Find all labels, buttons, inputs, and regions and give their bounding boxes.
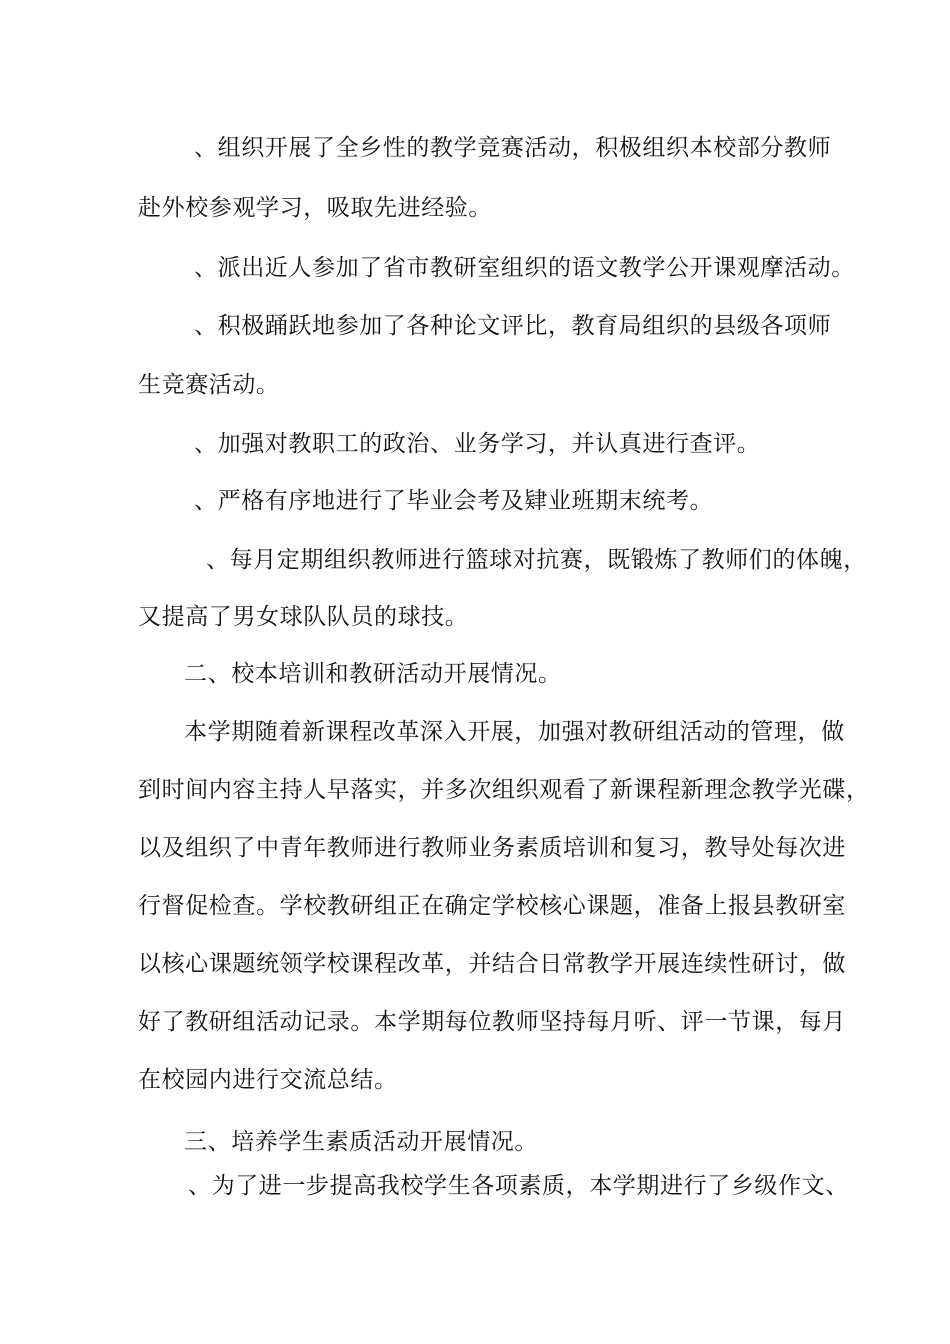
text-line: 在校园内进行交流总结。 xyxy=(138,1067,398,1093)
text-line: 行督促检查。学校教研组正在确定学校核心课题，准备上报县教研室 xyxy=(138,893,846,919)
text-line: 本学期随着新课程改革深入开展，加强对教研组活动的管理，做 xyxy=(184,719,845,745)
text-line: 、严格有序地进行了毕业会考及肄业班期末统考。 xyxy=(194,488,714,514)
text-line: 、加强对教职工的政治、业务学习，并认真进行查评。 xyxy=(194,431,761,457)
text-line: 生竞赛活动。 xyxy=(138,372,280,398)
text-line: 到时间内容主持人早落实，并多次组织观看了新课程新理念教学光碟， xyxy=(138,777,870,803)
text-line: 、组织开展了全乡性的教学竞赛活动，积极组织本校部分教师 xyxy=(194,135,832,161)
text-line: 、派出近人参加了省市教研室组织的语文教学公开课观摩活动。 xyxy=(194,255,855,281)
text-line: 、每月定期组织教师进行篮球对抗赛，既锻炼了教师们的体魄， xyxy=(206,547,867,573)
text-line: 、积极踊跃地参加了各种论文评比，教育局组织的县级各项师 xyxy=(194,313,832,339)
section-heading: 二、校本培训和教研活动开展情况。 xyxy=(184,661,562,687)
text-line: 又提高了男女球队队员的球技。 xyxy=(138,604,469,630)
text-line: 、为了进一步提高我校学生各项素质，本学期进行了乡级作文、 xyxy=(188,1173,849,1199)
text-line: 好了教研组活动记录。本学期每位教师坚持每月听、评一节课，每月 xyxy=(138,1009,846,1035)
text-line: 以核心课题统领学校课程改革，并结合日常教学开展连续性研讨，做 xyxy=(138,951,846,977)
section-heading: 三、培养学生素质活动开展情况。 xyxy=(184,1129,538,1155)
text-line: 以及组织了中青年教师进行教师业务素质培训和复习，教导处每次进 xyxy=(138,835,846,861)
text-line: 赴外校参观学习，吸取先进经验。 xyxy=(138,195,492,221)
